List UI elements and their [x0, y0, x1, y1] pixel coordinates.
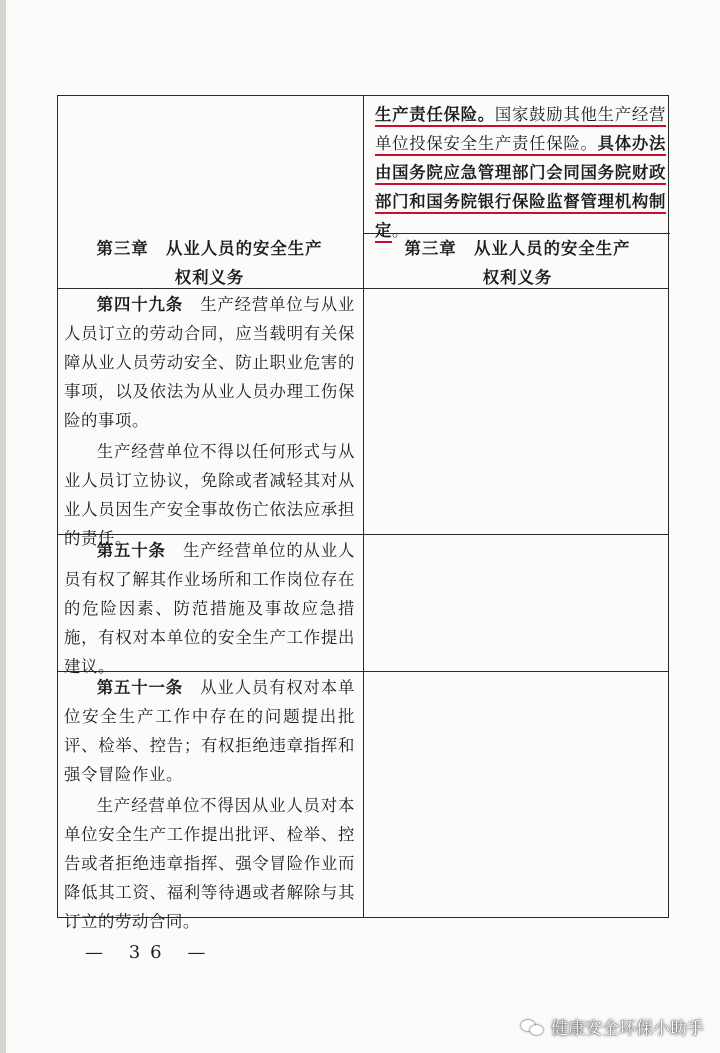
top-right-cell	[365, 100, 670, 240]
article-51-paragraph-2: 生产经营单位不得因从业人员对本单位安全生产工作提出批评、检举、控告或者拒绝违章指挥、强令冒险作业而降低其工资、福利等待遇或者解除与其订立的劳动合同。	[64, 796, 355, 931]
article-50-paragraph-1: 第五十条 生产经营单位的从业人员有权了解其作业场所和工作岗位存在的危险因素、防范措施及事故应急措施，有权对本单位的安全生产工作提出建议。	[64, 541, 355, 676]
wechat-watermark	[521, 1014, 704, 1039]
chapter-title-line2: 权利义务	[482, 268, 553, 287]
chapter-heading-left	[58, 234, 363, 288]
chapter-heading-right	[365, 234, 670, 288]
article-51-cell	[58, 673, 363, 931]
article-number: 第四十九条	[96, 295, 183, 314]
chapter-title-line1: 第三章 从业人员的安全生产	[96, 239, 323, 258]
article-number: 第五十一条	[96, 678, 183, 697]
watermark-text: 健康安全环保小助手	[551, 1019, 704, 1039]
article-number: 第五十条	[96, 541, 166, 560]
comparison-table	[57, 95, 669, 931]
wechat-icon	[521, 1018, 545, 1036]
article-51-paragraph-1: 第五十一条 从业人员有权对本单位安全生产工作中存在的问题提出批评、检举、控告；有权拒绝违章指挥和强令冒险作业。	[64, 678, 356, 784]
column-divider	[363, 96, 364, 917]
article-49-paragraph-2: 生产经营单位不得以任何形式与从业人员订立协议，免除或者减轻其对从业人员因生产安全事故伤亡依法应承担的责任。	[64, 442, 355, 548]
insurance-paragraph: 生产责任保险。国家鼓励其他生产经营单位投保安全生产责任保险。具体办法由国务院应急管理部门会同国务院财政部门和国务院银行保险监督管理机构制定。	[375, 100, 666, 245]
chapter-title-line1: 第三章 从业人员的安全生产	[404, 239, 631, 258]
article-49-paragraph-1: 第四十九条 生产经营单位与从业人员订立的劳动合同，应当载明有关保障从业人员劳动安全、防止职业危害的事项，以及依法为从业人员办理工伤保险的事项。	[64, 295, 356, 430]
article-50-cell	[58, 536, 363, 676]
page-edge-shadow	[0, 0, 6, 1053]
text-run-1: 生产责任保险。国家鼓励其他生产经营单位投保安全生产责任保险。具体办法由国务院应急管理部门会同国务院财政部门和国务院银行保险监督管理机构制定	[375, 105, 666, 243]
chapter-title-line2: 权利义务	[174, 268, 245, 287]
article-49-cell	[58, 290, 363, 548]
page-number: — 36 —	[85, 942, 216, 963]
